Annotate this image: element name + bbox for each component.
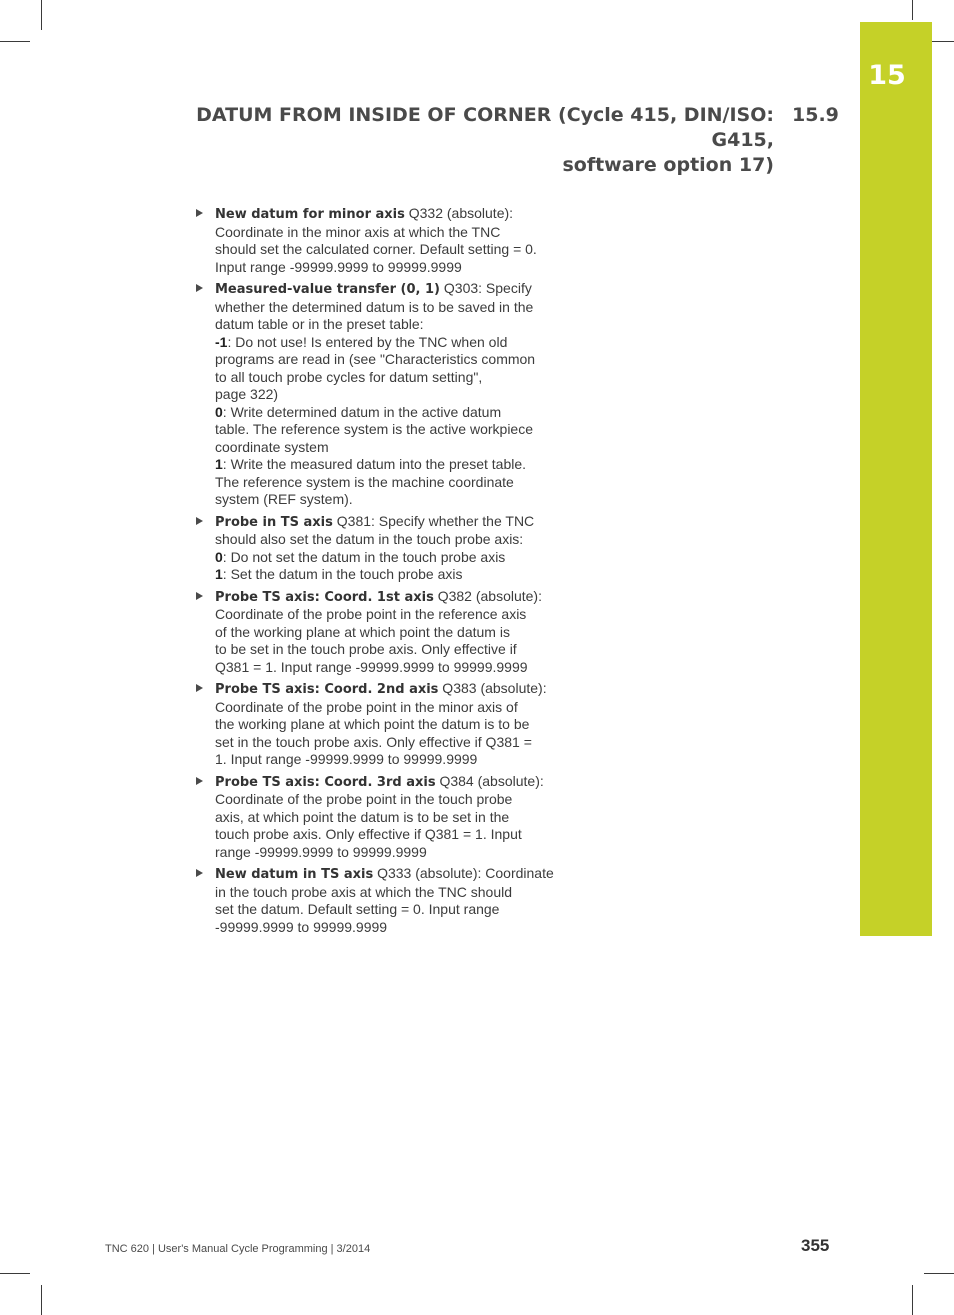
param-text: Coordinate of the probe point in the minor axis of bbox=[215, 698, 518, 715]
param-line bbox=[215, 531, 560, 549]
section-number: 15.9 bbox=[792, 104, 839, 126]
param-term: New datum for minor axis bbox=[215, 207, 405, 222]
param-text: page 322) bbox=[215, 386, 279, 402]
param-line bbox=[215, 205, 560, 224]
triangle-bullet-icon bbox=[196, 209, 203, 217]
triangle-bullet-icon bbox=[196, 517, 203, 525]
param-text: Q384 (absolute): bbox=[435, 772, 544, 789]
crop-mark bbox=[0, 1273, 30, 1274]
triangle-bullet-icon bbox=[196, 284, 203, 292]
param-line bbox=[215, 773, 560, 792]
list-item bbox=[196, 680, 560, 769]
header-title-line: DATUM FROM INSIDE OF CORNER (Cycle 415, DIN/ISO: G415, bbox=[196, 104, 774, 151]
option-value: -1 bbox=[215, 333, 228, 350]
list-item bbox=[196, 280, 560, 509]
param-line bbox=[215, 699, 560, 717]
param-text: system (REF system). bbox=[215, 491, 353, 507]
param-text: the working plane at which point the datum is to be bbox=[215, 716, 530, 732]
param-line bbox=[215, 641, 560, 659]
param-text: Q381: Specify whether the TNC bbox=[332, 512, 535, 529]
param-term: Probe in TS axis bbox=[215, 514, 333, 530]
param-text: axis, at which point the datum is to be set in the bbox=[215, 808, 510, 825]
param-text: : Write the measured datum into the preset table. bbox=[222, 456, 527, 472]
param-line bbox=[215, 474, 560, 492]
param-line bbox=[215, 901, 560, 919]
param-line bbox=[215, 421, 560, 439]
param-line bbox=[215, 791, 560, 809]
param-text: set the datum. Default setting = 0. Input range bbox=[215, 901, 500, 917]
param-line bbox=[215, 566, 560, 584]
param-text: Q381 = 1. Input range -99999.9999 to 99999.9999 bbox=[215, 658, 528, 675]
param-line bbox=[215, 439, 560, 457]
list-item bbox=[196, 513, 560, 584]
list-item bbox=[196, 773, 560, 862]
triangle-bullet-icon bbox=[196, 777, 203, 785]
triangle-bullet-icon bbox=[196, 592, 203, 600]
param-text: should set the calculated corner. Default setting = 0. bbox=[215, 241, 537, 257]
param-text: table. The reference system is the active workpiece bbox=[215, 421, 534, 437]
page-header-title bbox=[134, 103, 774, 178]
param-term: Probe TS axis: Coord. 3rd axis bbox=[215, 774, 436, 790]
list-item bbox=[196, 588, 560, 677]
param-line bbox=[215, 809, 560, 827]
crop-mark bbox=[912, 0, 913, 20]
param-text: range -99999.9999 to 99999.9999 bbox=[215, 843, 427, 860]
triangle-bullet-icon bbox=[196, 869, 203, 877]
param-line bbox=[215, 299, 560, 317]
param-line bbox=[215, 259, 560, 277]
param-text: programs are read in (see "Characteristics common bbox=[215, 351, 536, 367]
triangle-bullet-icon bbox=[196, 684, 203, 692]
param-text: 1. Input range -99999.9999 to 99999.9999 bbox=[215, 751, 478, 767]
param-term: Probe TS axis: Coord. 1st axis bbox=[215, 589, 434, 605]
param-text: : Set the datum in the touch probe axis bbox=[222, 566, 463, 582]
param-text: : Do not set the datum in the touch probe axis bbox=[222, 548, 506, 565]
param-text: Coordinate of the probe point in the touch probe bbox=[215, 791, 513, 807]
header-title-line: software option 17) bbox=[562, 154, 774, 176]
crop-mark bbox=[41, 1285, 42, 1315]
param-text: : Do not use! Is entered by the TNC when old bbox=[227, 333, 508, 350]
param-text: of the working plane at which point the datum is bbox=[215, 623, 510, 640]
chapter-tab bbox=[860, 22, 932, 936]
crop-mark bbox=[924, 1273, 954, 1274]
param-text: set in the touch probe axis. Only effective if Q381 = bbox=[215, 733, 532, 750]
param-line bbox=[215, 716, 560, 734]
param-line bbox=[215, 680, 560, 699]
param-text: Q383 (absolute): bbox=[438, 680, 547, 696]
param-text: touch probe axis. Only effective if Q381 = 1. Input bbox=[215, 826, 522, 842]
param-line bbox=[215, 865, 560, 884]
list-item bbox=[196, 865, 560, 936]
param-text: Coordinate of the probe point in the reference axis bbox=[215, 606, 527, 622]
param-line bbox=[215, 241, 560, 259]
param-line bbox=[215, 224, 560, 242]
param-text: whether the determined datum is to be saved in the bbox=[215, 298, 534, 315]
param-line bbox=[215, 280, 560, 299]
footer-text: TNC 620 | User's Manual Cycle Programming | 3/2014 bbox=[105, 1243, 371, 1255]
param-line bbox=[215, 844, 560, 862]
param-line bbox=[215, 624, 560, 642]
param-line bbox=[215, 659, 560, 677]
param-line bbox=[215, 369, 560, 387]
list-item bbox=[196, 205, 560, 276]
param-line bbox=[215, 606, 560, 624]
param-text: Q382 (absolute): bbox=[433, 587, 542, 604]
param-text: to all touch probe cycles for datum setting", bbox=[215, 368, 483, 385]
param-line bbox=[215, 884, 560, 902]
param-text: Q303: Specify bbox=[440, 280, 532, 296]
param-line bbox=[215, 751, 560, 769]
param-text: datum table or in the preset table: bbox=[215, 316, 424, 332]
parameter-list bbox=[196, 205, 560, 940]
param-text: The reference system is the machine coordinate bbox=[215, 473, 514, 490]
crop-mark bbox=[912, 1285, 913, 1315]
option-value: 1 bbox=[215, 456, 223, 472]
option-value: 0 bbox=[215, 403, 223, 420]
param-text: Q332 (absolute): bbox=[404, 205, 514, 221]
param-line bbox=[215, 734, 560, 752]
param-line bbox=[215, 549, 560, 567]
param-line bbox=[215, 588, 560, 607]
chapter-number: 15 bbox=[868, 60, 906, 91]
param-line bbox=[215, 351, 560, 369]
param-text: Input range -99999.9999 to 99999.9999 bbox=[215, 258, 462, 275]
option-value: 0 bbox=[215, 548, 223, 565]
crop-mark bbox=[0, 41, 30, 42]
param-text: should also set the datum in the touch probe axis: bbox=[215, 531, 524, 547]
param-text: -99999.9999 to 99999.9999 bbox=[215, 918, 388, 935]
param-term: Probe TS axis: Coord. 2nd axis bbox=[215, 682, 439, 697]
param-text: to be set in the touch probe axis. Only effective if bbox=[215, 641, 517, 657]
param-line bbox=[215, 404, 560, 422]
option-value: 1 bbox=[215, 566, 223, 582]
param-line bbox=[215, 513, 560, 532]
param-line bbox=[215, 826, 560, 844]
param-line bbox=[215, 456, 560, 474]
param-term: Measured-value transfer (0, 1) bbox=[215, 282, 440, 297]
param-text: in the touch probe axis at which the TNC should bbox=[215, 883, 513, 900]
crop-mark bbox=[41, 0, 42, 30]
param-line bbox=[215, 316, 560, 334]
param-line bbox=[215, 491, 560, 509]
param-text: Q333 (absolute): Coordinate bbox=[373, 865, 554, 881]
param-line bbox=[215, 334, 560, 352]
param-text: : Write determined datum in the active datum bbox=[222, 403, 502, 420]
param-line bbox=[215, 919, 560, 937]
param-term: New datum in TS axis bbox=[215, 867, 374, 882]
param-line bbox=[215, 386, 560, 404]
param-text: Coordinate in the minor axis at which the TNC bbox=[215, 223, 501, 240]
page-number: 355 bbox=[801, 1236, 830, 1255]
param-text: coordinate system bbox=[215, 438, 329, 455]
